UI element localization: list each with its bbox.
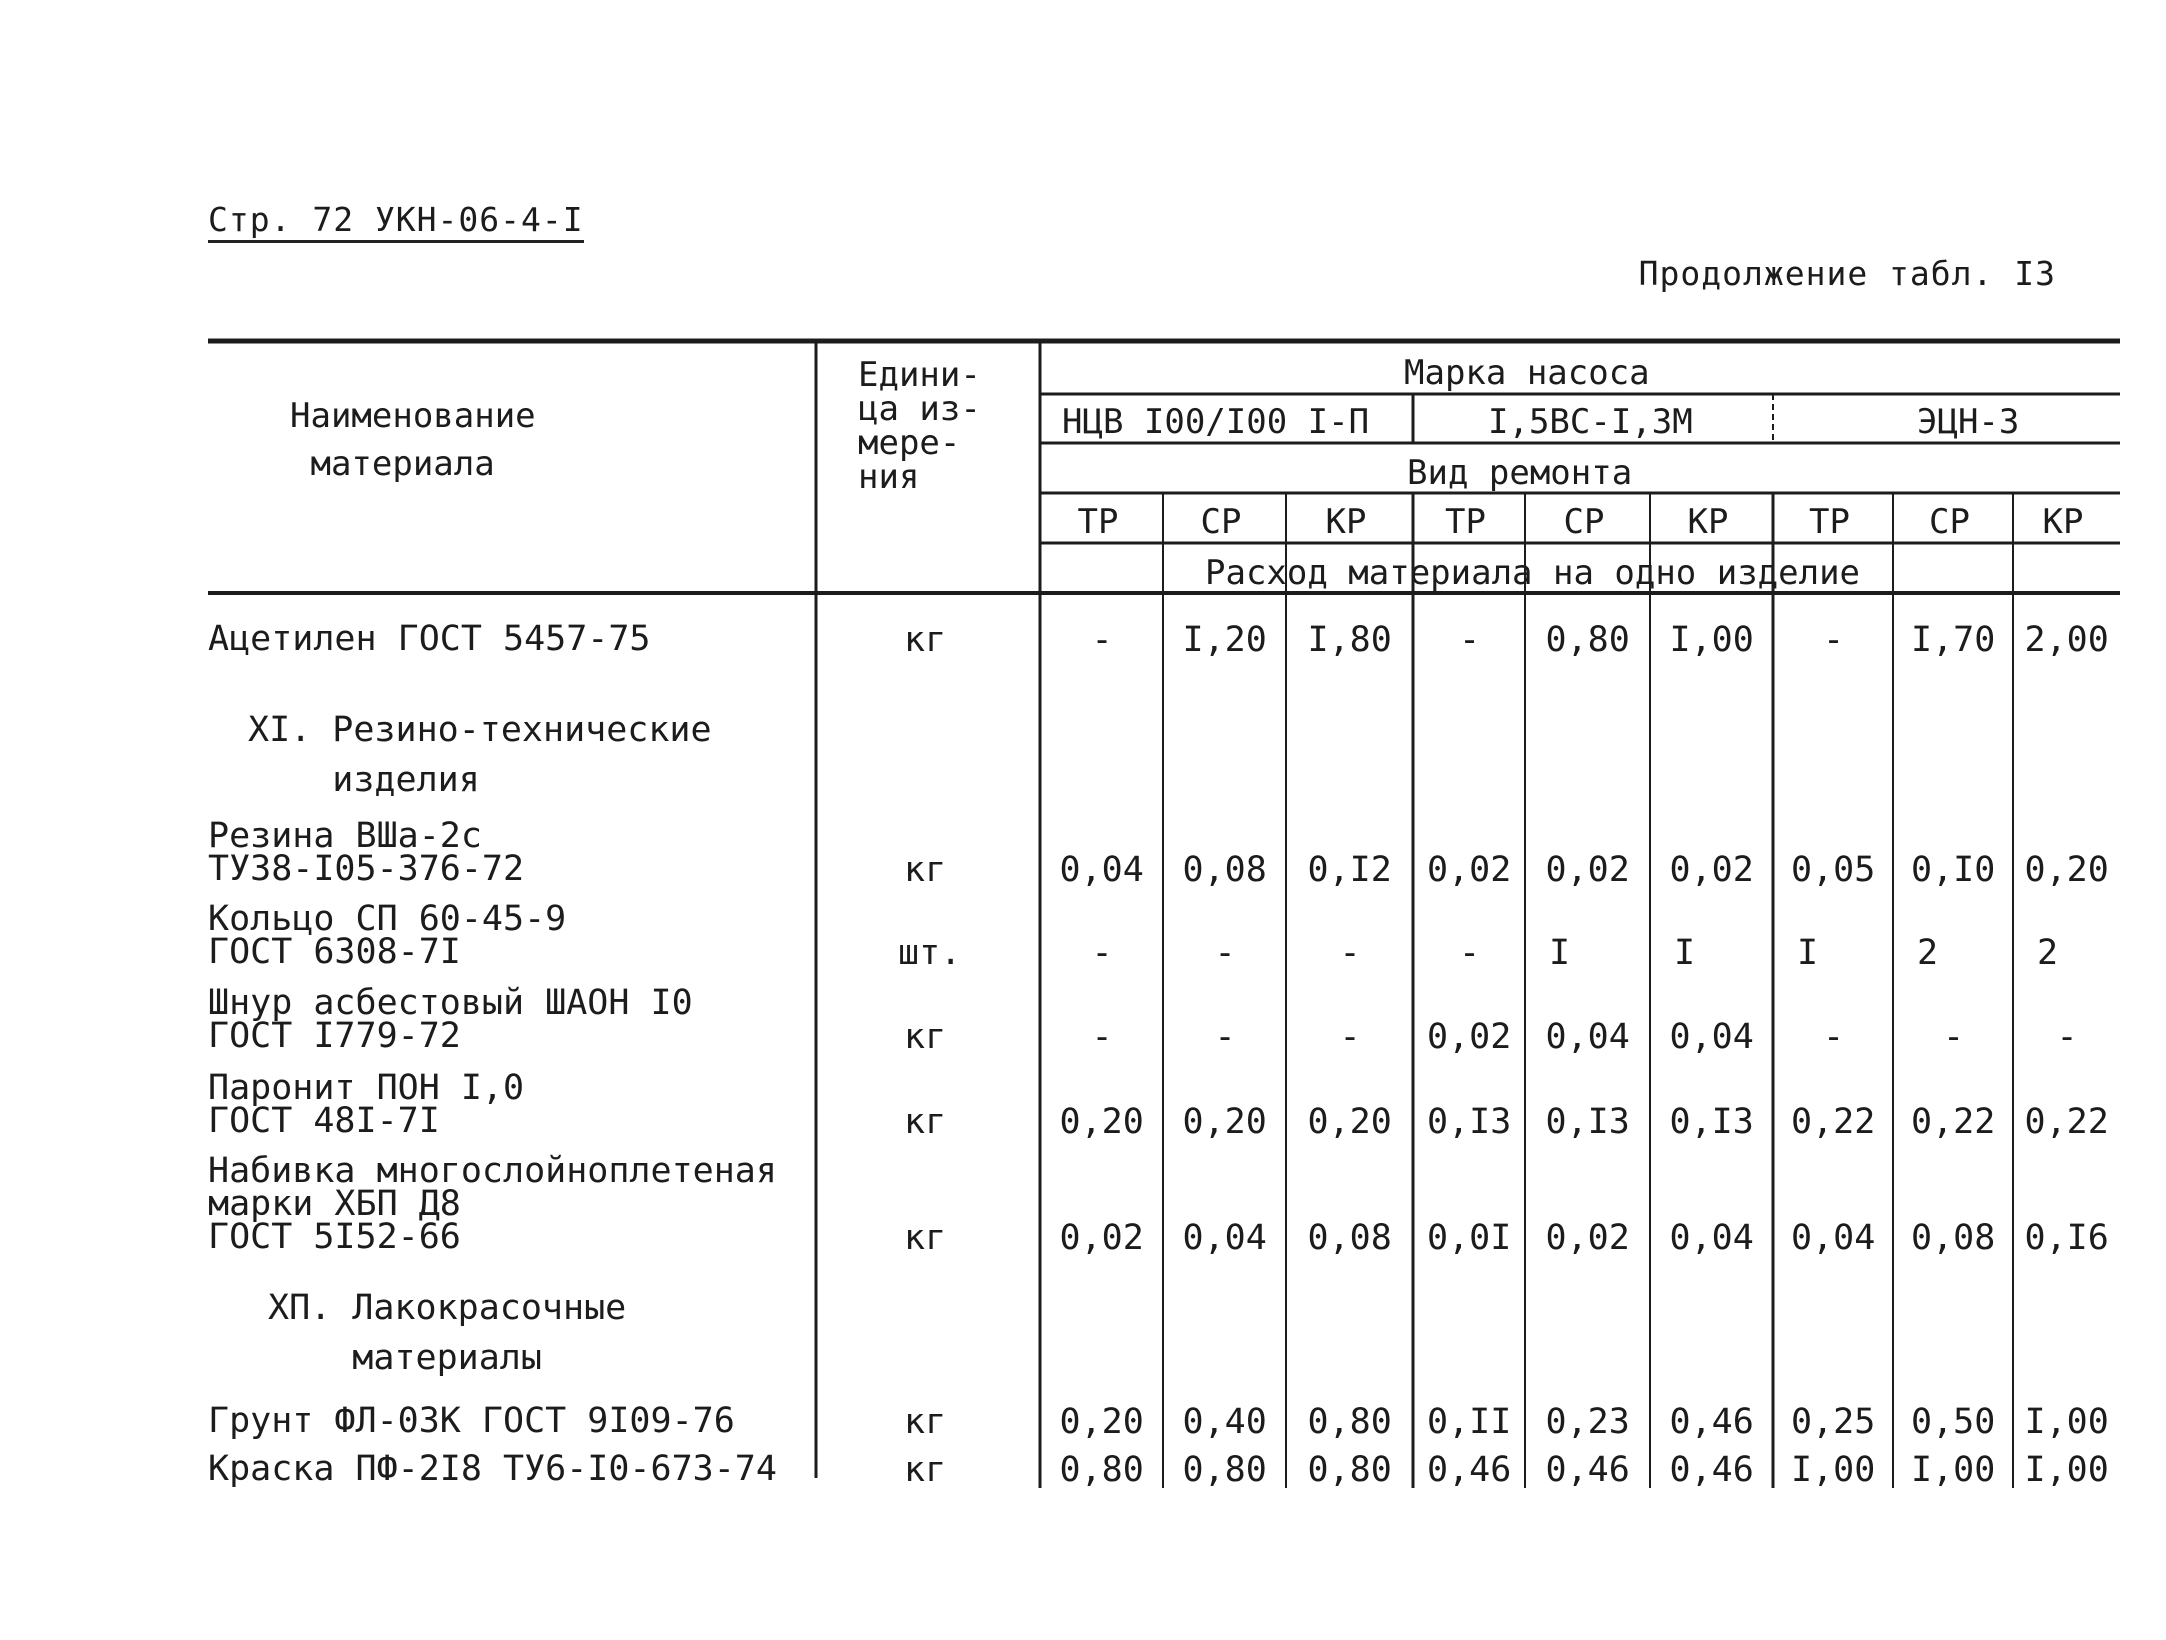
consumption-value: 0,20 [1059,1102,1144,1142]
material-name: Паронит ПОН I,0 ГОСТ 48I-7I [208,1068,525,1141]
material-unit: кг [904,1017,947,1057]
consumption-value: I,70 [1911,620,1996,660]
consumption-value: 0,80 [1545,620,1630,660]
consumption-value: 0,23 [1545,1402,1630,1442]
material-name: Резина ВШа-2с ТУ38-I05-376-72 [208,816,525,889]
consumption-value: - [1339,933,1361,973]
header-pump-mark: Марка насоса [1404,353,1650,393]
consumption-value: 0,04 [1059,850,1144,890]
consumption-value: - [2056,1017,2078,1057]
consumption-value: 0,46 [1669,1450,1754,1490]
material-unit: кг [904,850,947,890]
consumption-value: 0,I3 [1669,1102,1754,1142]
consumption-value: I [1549,933,1571,973]
consumption-value: 0,02 [1059,1218,1144,1258]
header-repair-code: ТР [1445,502,1486,542]
material-unit: кг [904,1102,947,1142]
material-unit: кг [904,1218,947,1258]
consumption-value: 0,I3 [1427,1102,1512,1142]
material-unit: кг [904,1450,947,1490]
material-unit: кг [904,1402,947,1442]
consumption-value: I [1674,933,1696,973]
consumption-value: 0,50 [1911,1402,1996,1442]
consumption-value: 0,0I [1427,1218,1512,1258]
consumption-value: I,00 [2024,1402,2109,1442]
consumption-value: 0,02 [1427,1017,1512,1057]
header-repair-code: ТР [1809,502,1850,542]
section-heading: XП. Лакокрасочные материалы [268,1288,627,1378]
consumption-value: 0,08 [1307,1218,1392,1258]
consumption-value: 0,25 [1791,1402,1876,1442]
header-pump-model-1: НЦВ I00/I00 I-П [1062,402,1370,442]
material-name: Грунт ФЛ-03К ГОСТ 9I09-76 [208,1401,735,1441]
header-repair-code: СР [1929,502,1970,542]
consumption-value: 0,20 [1182,1102,1267,1142]
header-repair-code: СР [1563,502,1605,542]
consumption-value: 0,20 [1059,1402,1144,1442]
header-consumption: Расход материала на одно изделие [1205,553,1861,593]
consumption-value: 0,02 [1545,1218,1630,1258]
consumption-value: 0,80 [1307,1450,1392,1490]
material-name: Набивка многослойноплетеная марки ХБП Д8 ГОСТ 5I52-66 [208,1151,777,1257]
consumption-value: 0,I3 [1545,1102,1630,1142]
header-repair-code: КР [2042,502,2084,542]
consumption-value: I,20 [1182,620,1267,660]
consumption-value: - [1214,1017,1236,1057]
consumption-value: - [1339,1017,1361,1057]
consumption-value: 0,22 [2024,1102,2109,1142]
header-repair-code: КР [1325,502,1367,542]
consumption-value: 0,04 [1545,1017,1630,1057]
consumption-value: 0,80 [1182,1450,1267,1490]
section-heading: XI. Резино-технические изделия [248,710,712,800]
consumption-value: 0,02 [1669,850,1754,890]
header-pump-model-2: I,5ВС-I,3М [1488,402,1693,442]
consumption-value: 0,05 [1791,850,1876,890]
consumption-value: 0,08 [1182,850,1267,890]
consumption-value: 0,20 [1307,1102,1392,1142]
consumption-value: 0,46 [1669,1402,1754,1442]
consumption-value: 0,20 [2024,850,2109,890]
consumption-value: - [1823,620,1845,660]
consumption-value: - [1091,933,1113,973]
material-name: Кольцо СП 60-45-9 ГОСТ 6308-7I [208,899,567,972]
consumption-value: 0,08 [1911,1218,1996,1258]
consumption-value: - [1091,1017,1113,1057]
table-continuation-label: Продолжение табл. I3 [1638,254,2056,293]
consumption-value: 0,02 [1545,850,1630,890]
consumption-value: 0,22 [1791,1102,1876,1142]
header-repair-type: Вид ремонта [1407,453,1633,493]
header-repair-code: КР [1687,502,1729,542]
consumption-value: - [1214,933,1236,973]
header-pump-model-3: ЭЦН-3 [1917,402,2020,442]
consumption-value: - [1943,1017,1965,1057]
consumption-value: I,00 [1911,1450,1996,1490]
consumption-value: 0,I6 [2024,1218,2109,1258]
consumption-value: 0,04 [1791,1218,1876,1258]
column-header-unit: Едини- ца из- мере- ния [858,355,981,497]
consumption-value: 0,04 [1669,1017,1754,1057]
consumption-value: 2 [1917,933,1939,973]
column-header-material-name: Наименование материала [290,396,536,484]
consumption-value: 0,46 [1545,1450,1630,1490]
material-name: Краска ПФ-2I8 ТУ6-I0-673-74 [208,1449,777,1489]
consumption-value: 2 [2037,933,2059,973]
consumption-value: I,00 [2024,1450,2109,1490]
consumption-value: 0,I0 [1911,850,1996,890]
material-unit: шт. [898,933,962,973]
material-unit: кг [904,620,947,660]
consumption-value: - [1459,620,1481,660]
page-header: Стр. 72 УКН-06-4-I [208,202,584,243]
consumption-value: 0,22 [1911,1102,1996,1142]
header-repair-code: ТР [1077,502,1119,542]
consumption-value: I,00 [1791,1450,1876,1490]
consumption-value: 0,40 [1182,1402,1267,1442]
consumption-value: 0,04 [1669,1218,1754,1258]
consumption-value: - [1459,933,1481,973]
header-repair-code: СР [1200,502,1242,542]
consumption-value: 0,II [1427,1402,1512,1442]
consumption-value: 0,80 [1307,1402,1392,1442]
material-name: Ацетилен ГОСТ 5457-75 [208,619,651,659]
consumption-value: I,00 [1669,620,1754,660]
consumption-value: 2,00 [2024,620,2109,660]
consumption-value: 0,I2 [1307,850,1392,890]
consumption-value: I,80 [1307,620,1392,660]
consumption-value: 0,04 [1182,1218,1267,1258]
consumption-value: 0,80 [1059,1450,1144,1490]
material-name: Шнур асбестовый ШАОН I0 ГОСТ I779-72 [208,983,693,1056]
consumption-value: - [1823,1017,1845,1057]
consumption-value: 0,46 [1427,1450,1512,1490]
consumption-value: 0,02 [1427,850,1512,890]
consumption-value: I [1797,933,1819,973]
consumption-value: - [1091,620,1113,660]
